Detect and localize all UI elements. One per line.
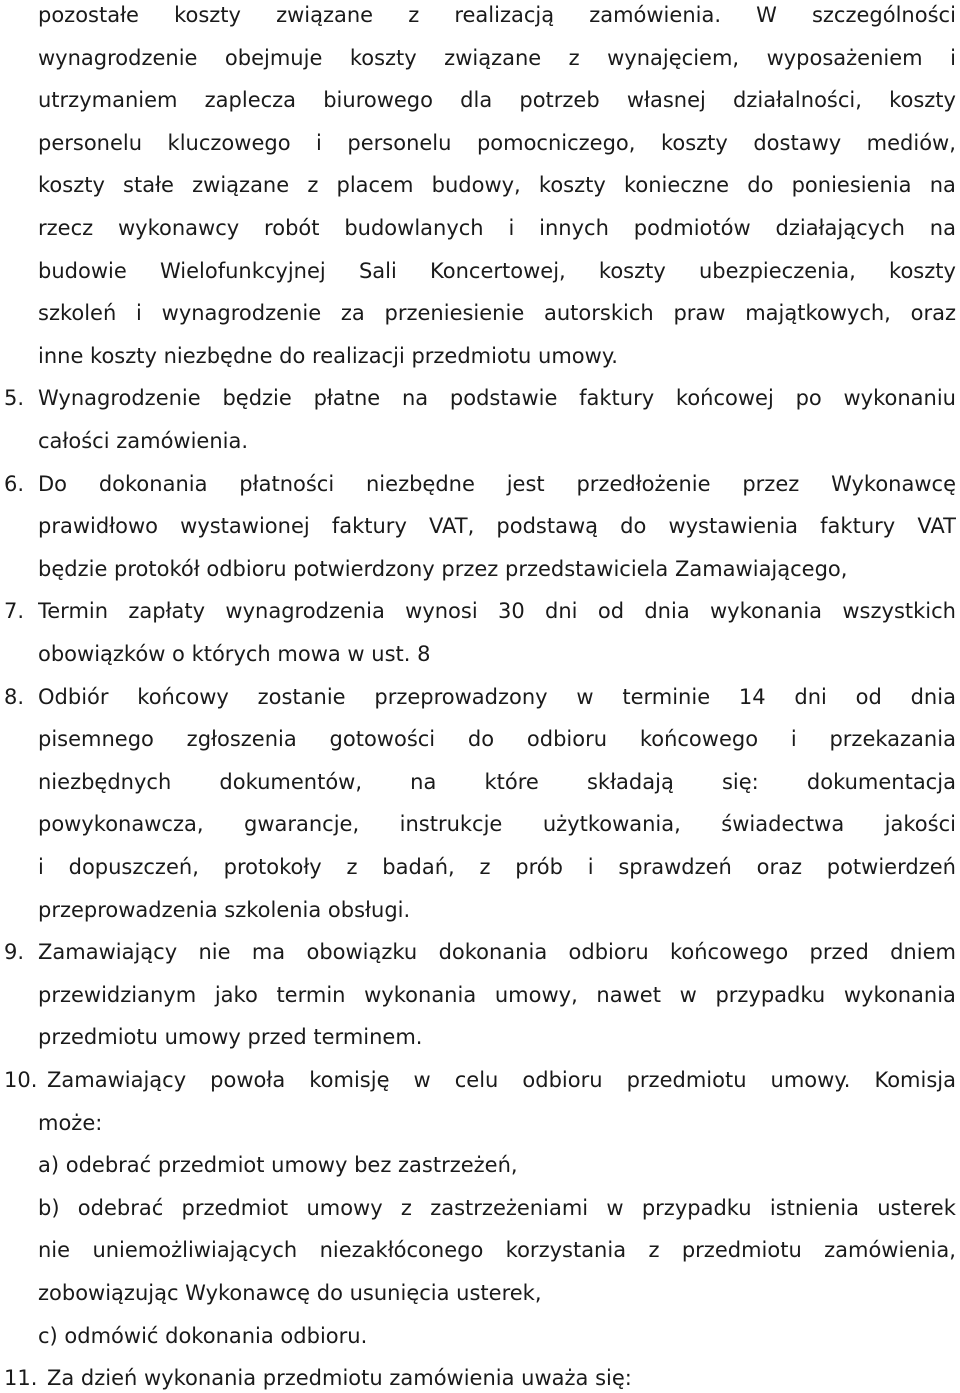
document-line [38, 85, 956, 128]
document-line [38, 682, 956, 725]
document-line [47, 1065, 956, 1108]
word: konieczne [623, 173, 730, 197]
word: w [576, 685, 594, 709]
word: wystawienia [668, 514, 799, 538]
word: Zamawiający [38, 940, 178, 964]
document-line [38, 724, 956, 767]
word: na [410, 770, 437, 794]
word: wykonania [364, 983, 477, 1007]
word: dla [460, 88, 493, 112]
word: budowlanych [344, 216, 484, 240]
word: poniesienia [791, 173, 912, 197]
word: jako [214, 983, 258, 1007]
word: dokumentacja [806, 770, 956, 794]
word: z [346, 855, 358, 879]
word: zostanie [257, 685, 346, 709]
document-line [38, 256, 956, 299]
word: zamówienia. [589, 3, 722, 27]
word: nie [198, 940, 231, 964]
word: komisję [309, 1068, 390, 1092]
word: zgłoszenia [186, 727, 297, 751]
word: końcowej [675, 386, 774, 410]
word: na [401, 386, 429, 410]
word: związane [276, 3, 374, 27]
word: które [484, 770, 539, 794]
word: i [508, 216, 515, 240]
word: podmiotów [633, 216, 751, 240]
word: kluczowego [167, 131, 291, 155]
word: nie [38, 1238, 71, 1262]
word: pomocniczego, [476, 131, 636, 155]
word: Koncertowej, [430, 259, 566, 283]
document-line: Za dzień wykonania przedmiotu zamówienia uważa się: [47, 1366, 632, 1390]
word: przez [742, 472, 800, 496]
word: majątkowych, [745, 301, 891, 325]
word: niezakłóconego [319, 1238, 484, 1262]
word: związane [444, 46, 542, 70]
word: płatności [239, 472, 335, 496]
word: prób [515, 855, 563, 879]
word: protokoły [223, 855, 322, 879]
word: budowie [38, 259, 127, 283]
word: ubezpieczenia, [699, 259, 856, 283]
word: faktury [331, 514, 407, 538]
word: wynagrodzenie [161, 301, 322, 325]
word: budowy, [431, 173, 521, 197]
word: wykonawcy [118, 216, 240, 240]
word: gwarancje, [243, 812, 360, 836]
document-line [38, 43, 956, 86]
word: wynajęciem, [607, 46, 740, 70]
word: terminie [622, 685, 711, 709]
word: wszystkich [842, 599, 956, 623]
word: po [795, 386, 822, 410]
word: usterek [877, 1196, 956, 1220]
word: szczególności [811, 3, 956, 27]
word: przedmiot [181, 1196, 289, 1220]
word: zastrzeżeniami [430, 1196, 589, 1220]
word: mediów, [866, 131, 956, 155]
word: robót [264, 216, 320, 240]
word: uniemożliwiających [92, 1238, 298, 1262]
word: faktury [579, 386, 655, 410]
document-line [38, 511, 956, 554]
word: i [316, 131, 322, 155]
word: stałe [123, 173, 174, 197]
document-line: całości zamówienia. [38, 429, 249, 453]
word: przeprowadzony [374, 685, 548, 709]
word: z [408, 3, 420, 27]
word: się: [721, 770, 759, 794]
word: pozostałe [38, 3, 139, 27]
word: autorskich [544, 301, 654, 325]
word: szkoleń [38, 301, 117, 325]
word: i [587, 855, 594, 879]
word: Sali [358, 259, 397, 283]
word: składają [586, 770, 674, 794]
word: prawidłowo [38, 514, 159, 538]
word: końcowego [639, 727, 759, 751]
document-line [38, 852, 956, 895]
word: do [620, 514, 647, 538]
word: umowy. [770, 1068, 851, 1092]
word: podstawie [449, 386, 558, 410]
word: z [307, 173, 319, 197]
word: końcowego [669, 940, 789, 964]
word: związane [192, 173, 290, 197]
word: utrzymaniem [38, 88, 178, 112]
word: przedmiotu [681, 1238, 802, 1262]
word: koszty [889, 259, 956, 283]
word: z [479, 855, 491, 879]
word: wynosi [405, 599, 478, 623]
word: jest [506, 472, 545, 496]
word: przewidzianym [38, 983, 197, 1007]
word: koszty [349, 46, 417, 70]
word: b) [38, 1196, 60, 1220]
word: z [400, 1196, 412, 1220]
word: odebrać [77, 1196, 164, 1220]
list-number: 9. [4, 940, 25, 964]
document-line [38, 767, 956, 810]
word: Wykonawcę [831, 472, 956, 496]
word: obowiązku [306, 940, 418, 964]
document-line [38, 937, 956, 980]
word: koszty [174, 3, 241, 27]
list-number: 6. [4, 472, 25, 496]
word: użytkowania, [542, 812, 681, 836]
word: dokonania [438, 940, 548, 964]
word: i [790, 727, 797, 751]
word: wyposażeniem [766, 46, 923, 70]
document-line [38, 383, 956, 426]
word: Komisja [874, 1068, 956, 1092]
word: Zamawiający [47, 1068, 187, 1092]
word: działających [775, 216, 905, 240]
word: personelu [38, 131, 143, 155]
word: dnia [644, 599, 690, 623]
word: koszty [889, 88, 956, 112]
document-line [38, 128, 956, 171]
word: W [756, 3, 777, 27]
word: własnej [626, 88, 706, 112]
word: umowy [306, 1196, 383, 1220]
document-line: przeprowadzenia szkolenia obsługi. [38, 898, 411, 922]
word: i [136, 301, 142, 325]
word: z [648, 1238, 660, 1262]
word: potrzeb [519, 88, 600, 112]
word: Termin [38, 599, 109, 623]
word: dostawy [753, 131, 842, 155]
word: placem [336, 173, 414, 197]
word: dni [794, 685, 827, 709]
word: i [38, 855, 44, 879]
word: przed [809, 940, 869, 964]
word: Do [38, 472, 68, 496]
word: jakości [884, 812, 956, 836]
word: wynagrodzenie [38, 46, 198, 70]
word: oraz [910, 301, 956, 325]
word: odbioru [526, 727, 608, 751]
word: dnia [910, 685, 956, 709]
document-line [38, 1193, 956, 1236]
word: korzystania [505, 1238, 627, 1262]
word: ma [251, 940, 286, 964]
word: na [929, 216, 956, 240]
document-line [38, 1235, 956, 1278]
word: innych [539, 216, 609, 240]
word: niezbędnych [38, 770, 172, 794]
word: rzecz [38, 216, 94, 240]
word: koszty [660, 131, 728, 155]
word: Wielofunkcyjnej [159, 259, 326, 283]
document-line: zobowiązując Wykonawcę do usunięcia usterek, [38, 1281, 542, 1305]
word: płatne [313, 386, 381, 410]
word: termin [276, 983, 346, 1007]
document-line [38, 0, 956, 43]
document-line [38, 298, 956, 341]
word: świadectwa [721, 812, 845, 836]
word: do [467, 727, 495, 751]
word: koszty [598, 259, 666, 283]
word: nawet [596, 983, 661, 1007]
word: w [606, 1196, 624, 1220]
word: od [597, 599, 625, 623]
document-line [38, 213, 956, 256]
word: dni [545, 599, 578, 623]
word: przedłożenie [576, 472, 711, 496]
document-line [38, 980, 956, 1023]
word: końcowy [137, 685, 229, 709]
word: do [747, 173, 774, 197]
word: pisemnego [38, 727, 154, 751]
word: koszty [538, 173, 606, 197]
word: oraz [756, 855, 802, 879]
document-line: będzie protokół odbioru potwierdzony przez przedstawiciela Zamawiającego, [38, 557, 848, 581]
word: zaplecza [204, 88, 297, 112]
word: wynagrodzenia [225, 599, 385, 623]
word: Odbiór [38, 685, 109, 709]
word: w [679, 983, 697, 1007]
word: wykonaniu [843, 386, 956, 410]
word: sprawdzeń [618, 855, 732, 879]
word: z [568, 46, 580, 70]
word: biurowego [323, 88, 433, 112]
word: przedmiotu [626, 1068, 747, 1092]
word: powykonawcza, [38, 812, 204, 836]
document-line [38, 170, 956, 213]
word: przypadku [715, 983, 826, 1007]
document-line: a) odebrać przedmiot umowy bez zastrzeżeń, [38, 1153, 518, 1177]
word: VAT, [429, 514, 475, 538]
word: dokumentów, [219, 770, 363, 794]
word: dopuszczeń, [68, 855, 199, 879]
word: przypadku [641, 1196, 752, 1220]
word: na [929, 173, 956, 197]
document-line: c) odmówić dokonania odbioru. [38, 1324, 368, 1348]
list-number: 7. [4, 599, 25, 623]
word: faktury [820, 514, 896, 538]
document-line [38, 469, 956, 512]
document-line: obowiązków o których mowa w ust. 8 [38, 642, 431, 666]
document-line: może: [38, 1111, 103, 1135]
word: potwierdzeń [826, 855, 956, 879]
document-line [38, 809, 956, 852]
word: umowy, [494, 983, 578, 1007]
word: dokonania [98, 472, 208, 496]
word: personelu [347, 131, 452, 155]
word: koszty [38, 173, 105, 197]
word: obejmuje [224, 46, 323, 70]
list-number: 11. [4, 1366, 38, 1390]
word: realizacją [454, 3, 555, 27]
word: wykonania [843, 983, 956, 1007]
word: zamówienia, [824, 1238, 956, 1262]
word: 14 [738, 685, 766, 709]
word: od [855, 685, 882, 709]
list-number: 5. [4, 386, 25, 410]
word: przekazania [829, 727, 956, 751]
word: Wynagrodzenie [38, 386, 201, 410]
word: celu [454, 1068, 499, 1092]
word: za [340, 301, 365, 325]
word: gotowości [329, 727, 436, 751]
word: dniem [890, 940, 956, 964]
word: badań, [382, 855, 455, 879]
document-line: inne koszty niezbędne do realizacji przedmiotu umowy. [38, 344, 618, 368]
word: powoła [210, 1068, 286, 1092]
word: działalności, [733, 88, 862, 112]
word: w [413, 1068, 431, 1092]
word: praw [673, 301, 726, 325]
word: VAT [917, 514, 956, 538]
list-number: 8. [4, 685, 25, 709]
word: będzie [222, 386, 292, 410]
word: istnienia [769, 1196, 859, 1220]
word: odbioru [522, 1068, 603, 1092]
word: wykonania [710, 599, 823, 623]
word: odbioru [568, 940, 649, 964]
word: zapłaty [128, 599, 206, 623]
document-line: przedmiotu umowy przed terminem. [38, 1025, 423, 1049]
word: i [950, 46, 956, 70]
document-line [38, 596, 956, 639]
word: wystawionej [180, 514, 310, 538]
word: 30 [498, 599, 525, 623]
word: podstawą [496, 514, 598, 538]
list-number: 10. [4, 1068, 38, 1092]
word: instrukcje [399, 812, 503, 836]
word: przeniesienie [384, 301, 525, 325]
word: niezbędne [366, 472, 475, 496]
